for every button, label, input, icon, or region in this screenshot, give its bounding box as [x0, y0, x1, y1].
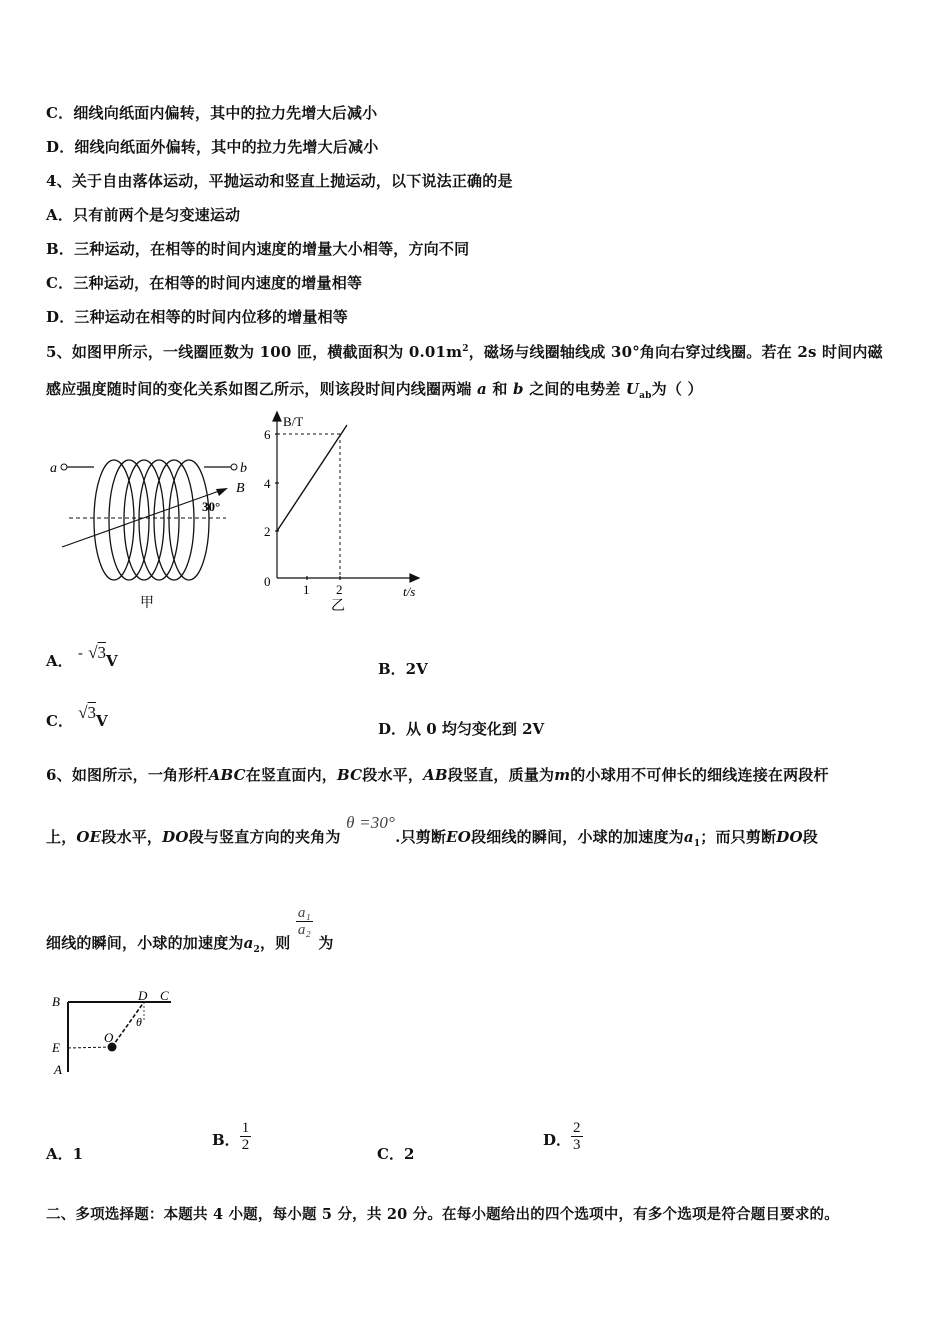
- label-B: B: [236, 481, 245, 496]
- theta-expression: θ =30°: [346, 813, 396, 832]
- caption-jia: 甲: [140, 596, 154, 611]
- q4-option-a: A．只有前两个是匀变速运动: [46, 206, 241, 224]
- x-tick-1: 1: [303, 582, 310, 597]
- q5-option-a: A． - √3V: [46, 643, 118, 670]
- y-tick-2: 2: [264, 524, 271, 539]
- x-axis-label: t/s: [403, 584, 416, 599]
- b-t-line: [277, 425, 347, 531]
- terminal-a: [61, 464, 67, 470]
- q5-stem-line2: 感应强度随时间的变化关系如图乙所示，则该段时间内线圈两端 a 和 b 之间的电势差 $U_{ab}$为（ ）: [46, 380, 703, 401]
- q5-option-b: B．2V: [378, 660, 428, 678]
- q5-option-c: C． √3V: [46, 703, 108, 730]
- q4-option-b: B．三种运动，在相等的时间内速度的增量大小相等，方向不同: [46, 240, 470, 258]
- q6-stem-line3: 细线的瞬间，小球的加速度为$a_2$，则 $\frac{\text{a₁}}{\text{a₂}}$ 为: [46, 905, 334, 955]
- q6-option-b: B． $\frac{1}{2}$: [212, 1120, 250, 1153]
- angle-label: 30°: [202, 499, 221, 514]
- y-axis-label: B/T: [283, 414, 304, 429]
- q3-option-d: D．细线向纸面外偏转，其中的拉力先增大后减小: [46, 138, 379, 156]
- y-tick-4: 4: [264, 476, 271, 491]
- q6-option-a: A．1: [46, 1145, 84, 1163]
- q3-option-c: C．细线向纸面内偏转，其中的拉力先增大后减小: [46, 104, 378, 122]
- q6-stem-line1: 6、如图所示，一角形杆ABC在竖直面内，BC段水平，AB段竖直，质量为m的小球用不可伸长的细线连接在两段杆: [46, 766, 829, 784]
- x-tick-2: 2: [336, 582, 343, 597]
- q6-option-d: D． $\frac{2}{3}$: [543, 1120, 581, 1153]
- section2-heading: 二、多项选择题：本题共 4 小题，每小题 5 分，共 20 分。在每小题给出的四个选项中，有多个选项是符合题目要求的。: [46, 1206, 839, 1223]
- label-B: B: [52, 994, 60, 1009]
- q5-option-d: D．从 0 均匀变化到 2V: [378, 720, 545, 738]
- y-tick-6: 6: [264, 427, 271, 442]
- ratio-fraction: $\frac{\text{a₁}}{\text{a₂}}$: [297, 905, 311, 938]
- label-A: A: [54, 1062, 62, 1077]
- q5-figure-graph: [255, 408, 430, 618]
- q6-option-c: C．2: [377, 1145, 415, 1163]
- q5-stem-line1: 5、如图甲所示，一线圈匝数为 100 匝，横截面积为 $0.01m^2$，磁场与线圈轴线成 30°角向右穿过线圈。若在 2s 时间内磁: [46, 343, 883, 361]
- label-E: E: [52, 1040, 60, 1055]
- q6-figure-rod: [46, 986, 186, 1086]
- q4-stem: 4、关于自由落体运动，平抛运动和竖直上抛运动，以下说法正确的是: [46, 172, 513, 190]
- caption-yi: 乙: [331, 599, 345, 614]
- label-a: a: [50, 461, 57, 476]
- label-D: D: [138, 988, 148, 1003]
- origin-label: 0: [264, 574, 271, 589]
- q6-stem-line2: 上，OE段水平，DO段与竖直方向的夹角为 θ =30°.只剪断EO段细线的瞬间，小球的加速度为$a_1$；而只剪断DO段: [46, 813, 818, 849]
- label-C: C: [160, 988, 169, 1003]
- label-b: b: [240, 461, 247, 476]
- q4-option-c: C．三种运动，在相等的时间内速度的增量相等: [46, 274, 363, 292]
- label-theta: θ: [136, 1015, 142, 1029]
- q5-figure-coil: [44, 425, 264, 615]
- terminal-b: [231, 464, 237, 470]
- label-O: O: [104, 1030, 114, 1045]
- q4-option-d: D．三种运动在相等的时间内位移的增量相等: [46, 308, 349, 326]
